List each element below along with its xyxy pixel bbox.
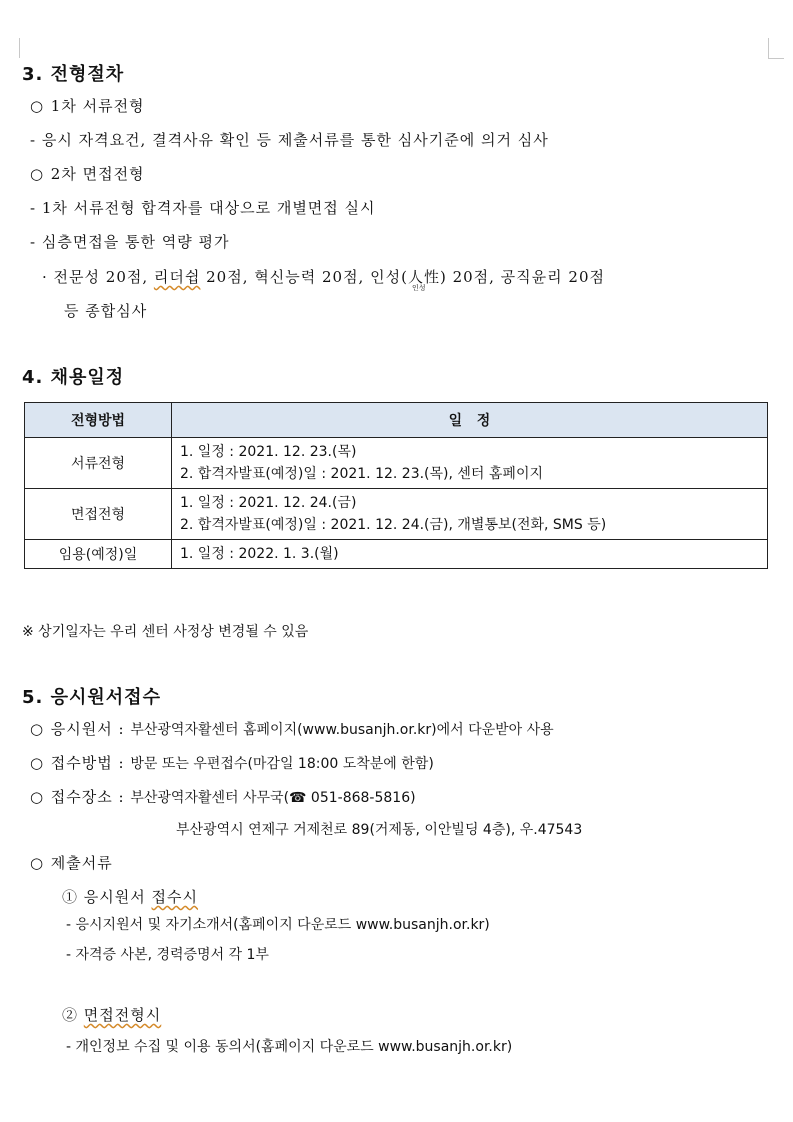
- criteria-text-b: 20점, 혁신능력 20점, 인성(: [200, 268, 408, 286]
- sub2-number: ②: [62, 1006, 79, 1024]
- table-header-row: [25, 403, 768, 438]
- sub1-doc2: - 자격증 사본, 경력증명서 각 1부: [66, 947, 269, 963]
- apply-item-3: [30, 786, 416, 807]
- step2-desc1: - 1차 서류전형 합격자를 대상으로 개별면접 실시: [30, 199, 376, 217]
- criteria-leadership: 리더쉽: [153, 268, 201, 286]
- row-detail: [172, 540, 768, 569]
- sub1-doc1: - 응시지원서 및 자기소개서(홈페이지 다운로드 www.busanjh.or.kr): [66, 917, 490, 933]
- criteria-text-a: · 전문성 20점,: [42, 268, 154, 286]
- apply-item-1-label: 응시원서 :: [50, 720, 125, 738]
- step2-label: 2차 면접전형: [50, 165, 145, 183]
- sub2-doc1: - 개인정보 수집 및 이용 동의서(홈페이지 다운로드 www.busanjh.or.kr): [66, 1039, 513, 1055]
- schedule-note: ※ 상기일자는 우리 센터 사정상 변경될 수 있음: [22, 624, 309, 640]
- criteria-ruby: 인성: [411, 284, 426, 292]
- apply-item-2: [30, 752, 434, 773]
- section5-title: 5. 응시원서접수: [22, 687, 161, 708]
- step2-desc2: - 심층면접을 통한 역량 평가: [30, 233, 230, 251]
- apply-item-1-value: 부산광역자활센터 홈페이지(www.busanjh.or.kr)에서 다운받아 사용: [130, 722, 554, 738]
- section3-title: 3. 전형절차: [22, 64, 125, 85]
- page-corner-mark-left: [19, 38, 20, 58]
- section4-title: 4. 채용일정: [22, 367, 125, 388]
- sub1-label-a: 응시원서: [83, 888, 152, 906]
- apply-item-3-value-2: 부산광역시 연제구 거제천로 89(거제동, 이안빌딩 4층), 우.47543: [176, 822, 583, 838]
- row-detail: [172, 438, 768, 489]
- sub1-number: ①: [62, 888, 79, 906]
- table-row: [25, 438, 768, 489]
- row-detail-line: 2. 합격자발표(예정)일 : 2021. 12. 24.(금), 개별통보(전화, SMS 등): [180, 517, 607, 533]
- circle-bullet-icon: ○: [30, 720, 45, 738]
- docs-label: 제출서류: [50, 854, 113, 872]
- row-method: 서류전형: [25, 438, 172, 489]
- row-method: 면접전형: [25, 489, 172, 540]
- apply-item-3-value: 부산광역자활센터 사무국(☎ 051-868-5816): [130, 790, 416, 806]
- criteria-hanja-text: 人性: [407, 268, 440, 286]
- step1-desc: - 응시 자격요건, 결격사유 확인 등 제출서류를 통한 심사기준에 의거 심사: [30, 131, 549, 149]
- criteria-line-2: 등 종합심사: [64, 302, 148, 320]
- circle-bullet-icon: ○: [30, 854, 45, 872]
- table-row: [25, 540, 768, 569]
- row-detail-line: 1. 일정 : 2021. 12. 23.(목): [180, 444, 357, 460]
- sub2-label: 면접전형시: [83, 1006, 162, 1024]
- apply-item-3-label: 접수장소 :: [50, 788, 125, 806]
- row-detail-line: 1. 일정 : 2022. 1. 3.(월): [180, 546, 339, 562]
- sub2-line: [62, 1004, 161, 1025]
- sub1-label-b: 접수시: [151, 888, 199, 906]
- table-row: [25, 489, 768, 540]
- apply-item-2-label: 접수방법 :: [50, 754, 125, 772]
- circle-bullet-icon: ○: [30, 97, 45, 115]
- row-detail-line: 2. 합격자발표(예정)일 : 2021. 12. 23.(목), 센터 홈페이지: [180, 466, 543, 482]
- circle-bullet-icon: ○: [30, 165, 45, 183]
- circle-bullet-icon: ○: [30, 788, 45, 806]
- step1-label: 1차 서류전형: [50, 97, 145, 115]
- row-method: 임용(예정)일: [25, 540, 172, 569]
- header-schedule: 일 정: [172, 403, 768, 438]
- schedule-table: [24, 402, 768, 569]
- header-method: 전형방법: [25, 403, 172, 438]
- step1-line: [30, 95, 145, 116]
- criteria-line: [42, 266, 605, 292]
- row-detail: [172, 489, 768, 540]
- apply-item-2-value: 방문 또는 우편접수(마감일 18:00 도착분에 한함): [130, 756, 434, 772]
- sub1-line: [62, 886, 198, 907]
- criteria-text-c: ) 20점, 공직윤리 20점: [439, 268, 605, 286]
- circle-bullet-icon: ○: [30, 754, 45, 772]
- criteria-hanja: [407, 268, 440, 292]
- docs-line: [30, 852, 113, 873]
- apply-item-1: [30, 718, 554, 739]
- step2-line: [30, 163, 145, 184]
- row-detail-line: 1. 일정 : 2021. 12. 24.(금): [180, 495, 357, 511]
- page-corner-mark-right: [768, 38, 784, 59]
